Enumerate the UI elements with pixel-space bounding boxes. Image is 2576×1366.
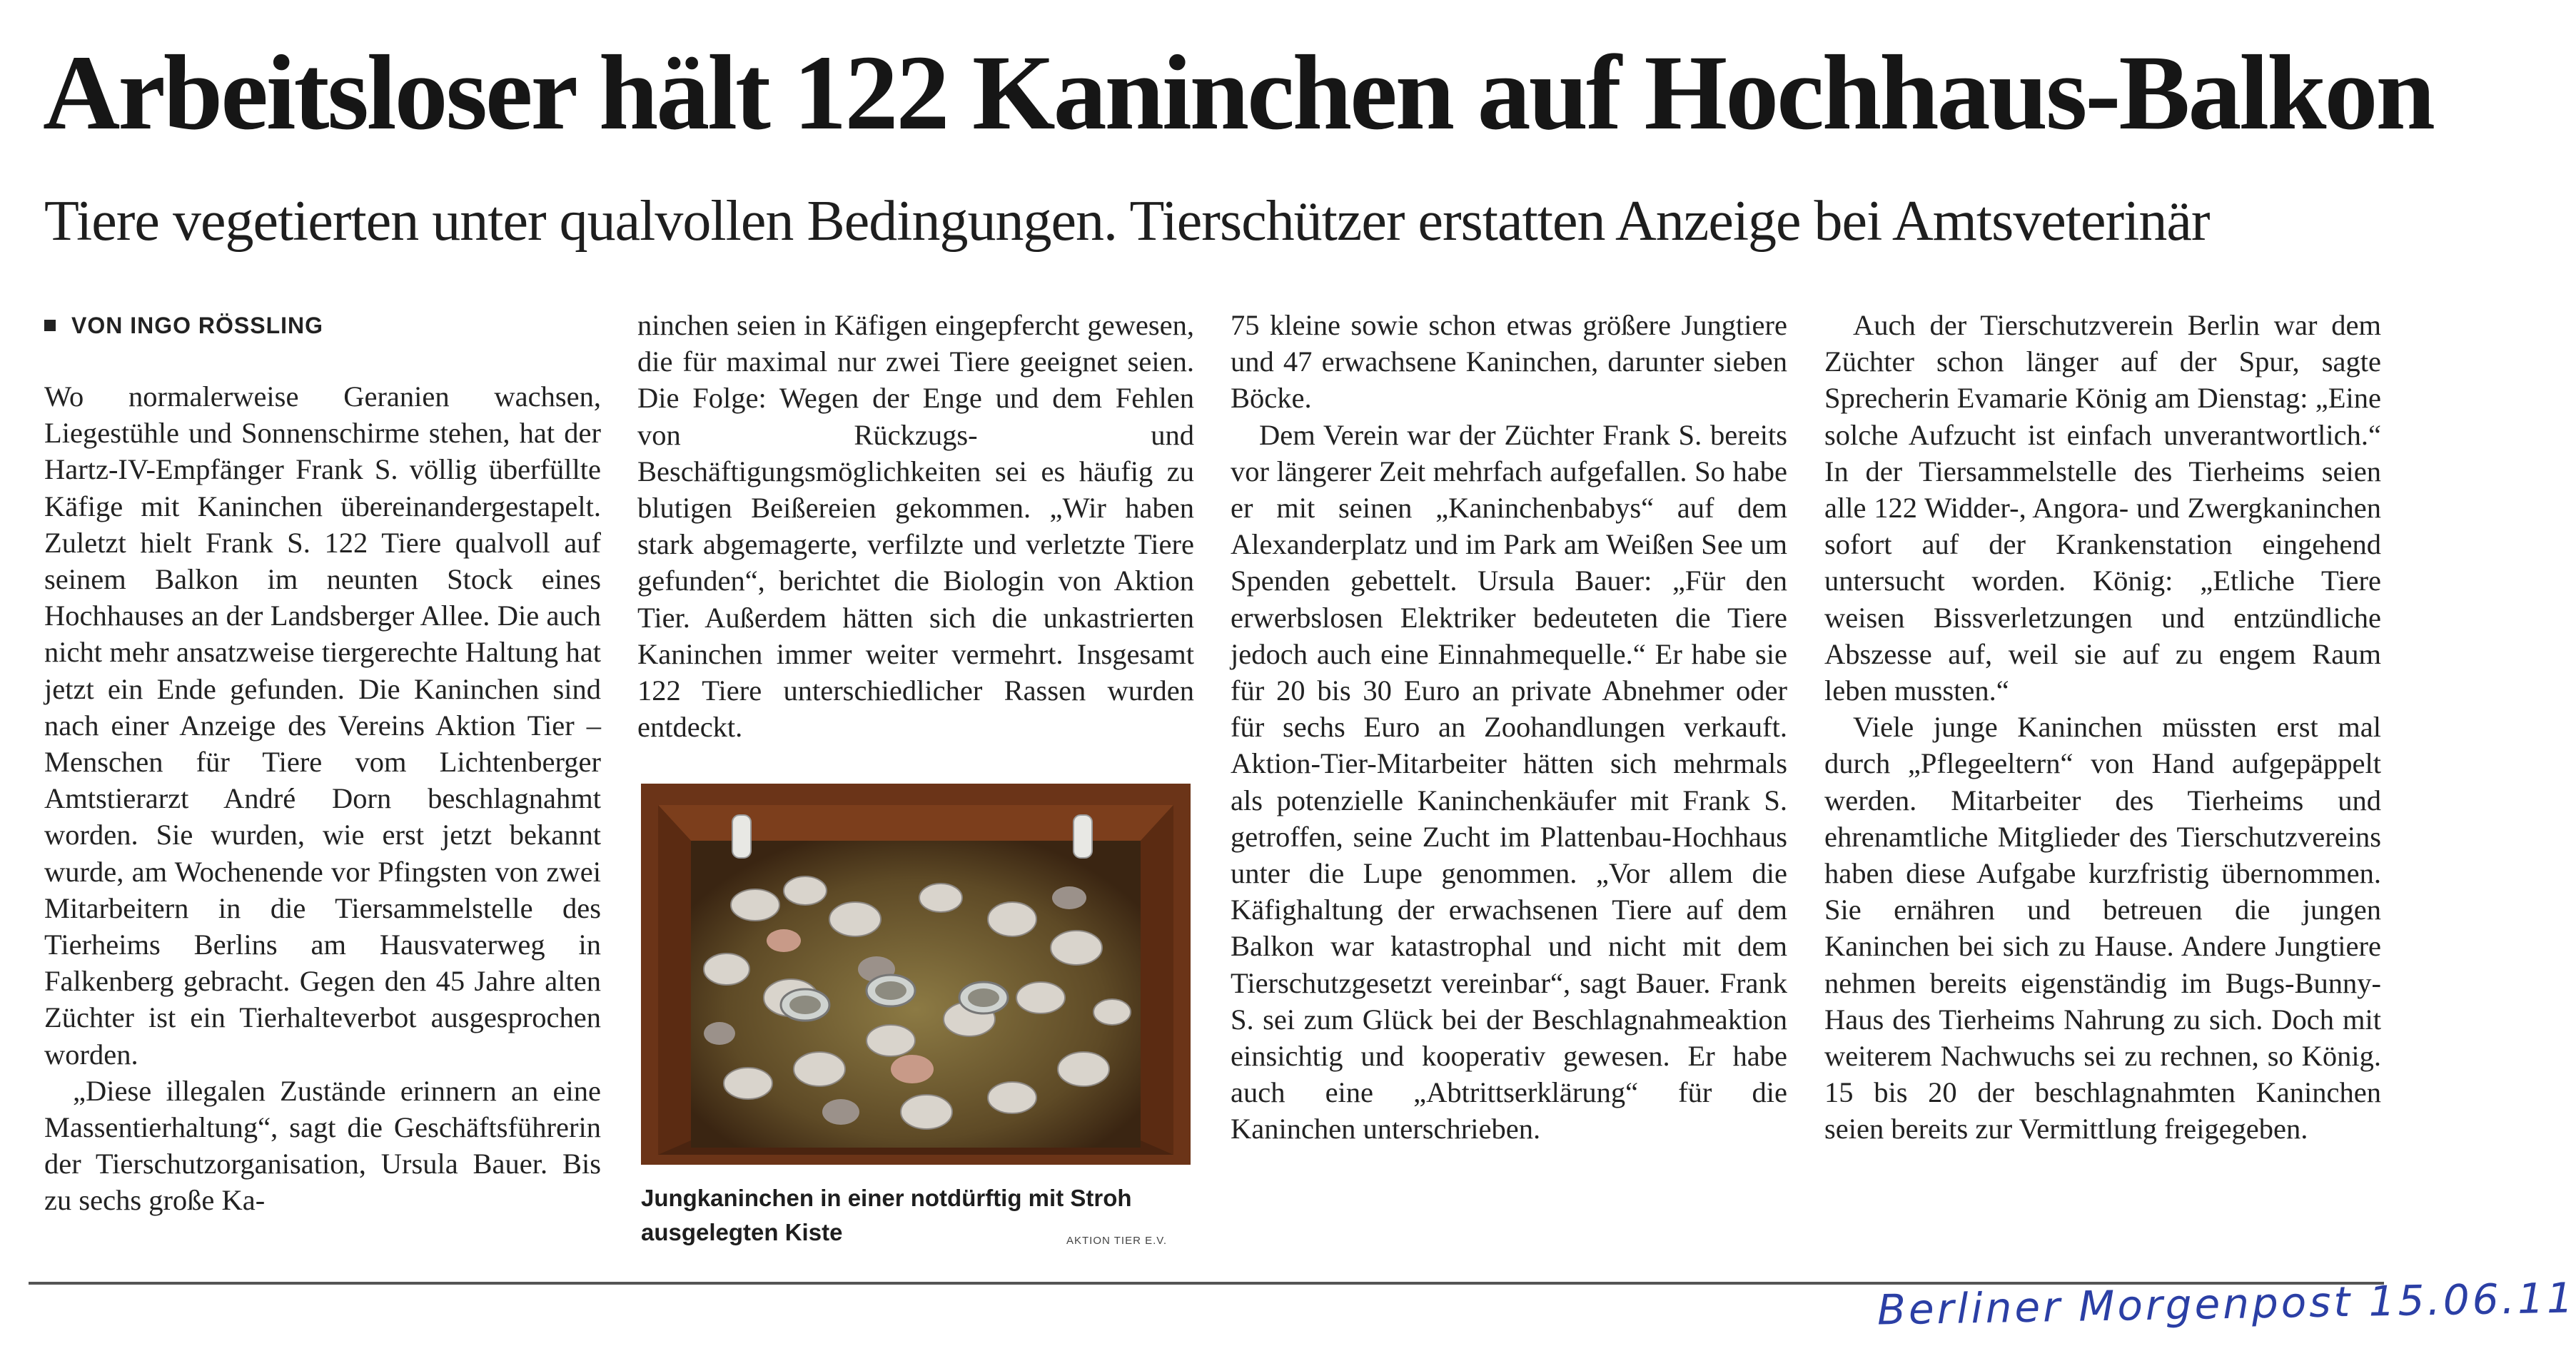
article-column-3 [1231, 307, 1787, 1148]
article-column-2 [637, 307, 1194, 745]
byline-text: VON INGO RÖSSLING [71, 313, 324, 338]
handwritten-source-note: Berliner Morgenpost 15.06.11 [1877, 1273, 2576, 1335]
byline-square-icon [44, 320, 56, 331]
paragraph: Viele junge Kaninchen müssten erst mal durch „Pflegeeltern“ von Hand aufgepäppelt werden. Mitarbeiter des Tierheims und ehrenamtliche Mitglieder des Tierschutzvereins haben diese Aufgabe kurzfristig übernommen. Sie ernähren und betreuen die jungen Kaninchen bei sich zu Hause. Andere Jungtiere nehmen bereits eigenständig im Bugs-Bunny-Haus des Tierheims Nahrung zu sich. Doch mit weiterem Nachwuchs sei zu rechnen, so König. 15 bis 20 der beschlagnahmten Kaninchen seien bereits zur Vermittlung freigegeben. [1824, 711, 2381, 1145]
paragraph: ninchen seien in Käfigen eingepfercht gewesen, die für maximal nur zwei Tiere geeignet seien. Die Folge: Wegen der Enge und dem Fehlen von Rückzugs- und Beschäftigungsmöglichkeiten sei es häufig zu blutigen Beißereien gekommen. „Wir haben stark abgemagerte, verfilzte und verletzte Tiere gefunden“, berichtet die Biologin von Aktion Tier. Außerdem hätten sich die unkastrierten Kaninchen immer weiter vermehrt. Insgesamt 122 Tiere unterschiedlicher Rassen wurden entdeckt. [637, 309, 1194, 744]
byline [44, 307, 601, 344]
subheadline: Tiere vegetierten unter qualvollen Bedingungen. Tierschützer erstatten Anzeige bei Amtsveterinär [44, 190, 2210, 253]
article-column-1 [44, 307, 601, 1219]
rabbits-photo [641, 784, 1191, 1165]
photo-caption: Jungkaninchen in einer notdürftig mit Stroh ausgelegten Kiste [641, 1185, 1132, 1245]
paragraph: „Diese illegalen Zustände erinnern an eine Massentierhaltung“, sagt die Geschäftsführerin der Tierschutzorganisation, Ursula Bauer. Bis zu sechs große Ka- [44, 1074, 601, 1217]
paragraph: Auch der Tierschutzverein Berlin war dem Züchter schon länger auf der Spur, sagte Sprecherin Evamarie König am Dienstag: „Eine solche Aufzucht ist einfach unverantwortlich.“ In der Tiersammelstelle des Tierheims seien alle 122 Widder-, Angora- und Zwergkaninchen sofort auf der Krankenstation eingehend untersucht worden. König: „Etliche Tiere weisen Bissverletzungen und entzündliche Abszesse auf, weil sie auf zu engem Raum leben mussten.“ [1824, 309, 2381, 707]
paragraph: 75 kleine sowie schon etwas größere Jungtiere und 47 erwachsene Kaninchen, darunter sieben Böcke. [1231, 309, 1787, 415]
article-column-4 [1824, 307, 2381, 1148]
paragraph: Wo normalerweise Geranien wachsen, Liegestühle und Sonnenschirme stehen, hat der Hartz-IV-Empfänger Frank S. völlig überfüllte Käfige mit Kaninchen übereinandergestapelt. Zuletzt hielt Frank S. 122 Tiere qualvoll auf seinem Balkon im neunten Stock eines Hochhauses an der Landsberger Allee. Die auch nicht mehr ansatzweise tiergerechte Haltung hat jetzt ein Ende gefunden. Die Kaninchen sind nach einer Anzeige des Vereins Aktion Tier – Menschen für Tiere vom Lichtenberger Amtstierarzt André Dorn beschlagnahmt worden. Sie wurden, wie erst jetzt bekannt wurde, am Wochenende vor Pfingsten von zwei Mitarbeitern in die Tiersammelstelle des Tierheims Berlins am Hausvaterweg in Falkenberg gebracht. Gegen den 45 Jahre alten Züchter ist ein Tierhalteverbot ausgesprochen worden. [44, 380, 601, 1071]
paragraph: Dem Verein war der Züchter Frank S. bereits vor längerer Zeit mehrfach aufgefallen. So habe er mit seinen „Kaninchenbabys“ auf dem Alexanderplatz und im Park am Weißen See um Spenden gebettelt. Ursula Bauer: „Für den erwerbslosen Elektriker bedeuteten die Tiere jedoch auch eine Einnahmequelle.“ Er habe sie für 20 bis 30 Euro an private Abnehmer oder für sechs Euro an Zoohandlungen verkauft. Aktion-Tier-Mitarbeiter hätten sich mehrmals als potenzielle Kaninchenkäufer mit Frank S. getroffen, seine Zucht im Plattenbau-Hochhaus unter die Lupe genommen. „Vor allem die Käfighaltung der erwachsenen Tiere auf dem Balkon war katastrophal und nicht mit dem Tierschutzgesetzt vereinbar“, sagt Bauer. Frank S. sei zum Glück bei der Beschlagnahmeaktion einsichtig und kooperativ gewesen. Er habe auch eine „Abtrittserklärung“ für die Kaninchen unterschrieben. [1231, 418, 1787, 1145]
photo-credit: AKTION TIER E.V. [1066, 1235, 1168, 1247]
headline: Arbeitsloser hält 122 Kaninchen auf Hochhaus-Balkon [43, 34, 2433, 152]
